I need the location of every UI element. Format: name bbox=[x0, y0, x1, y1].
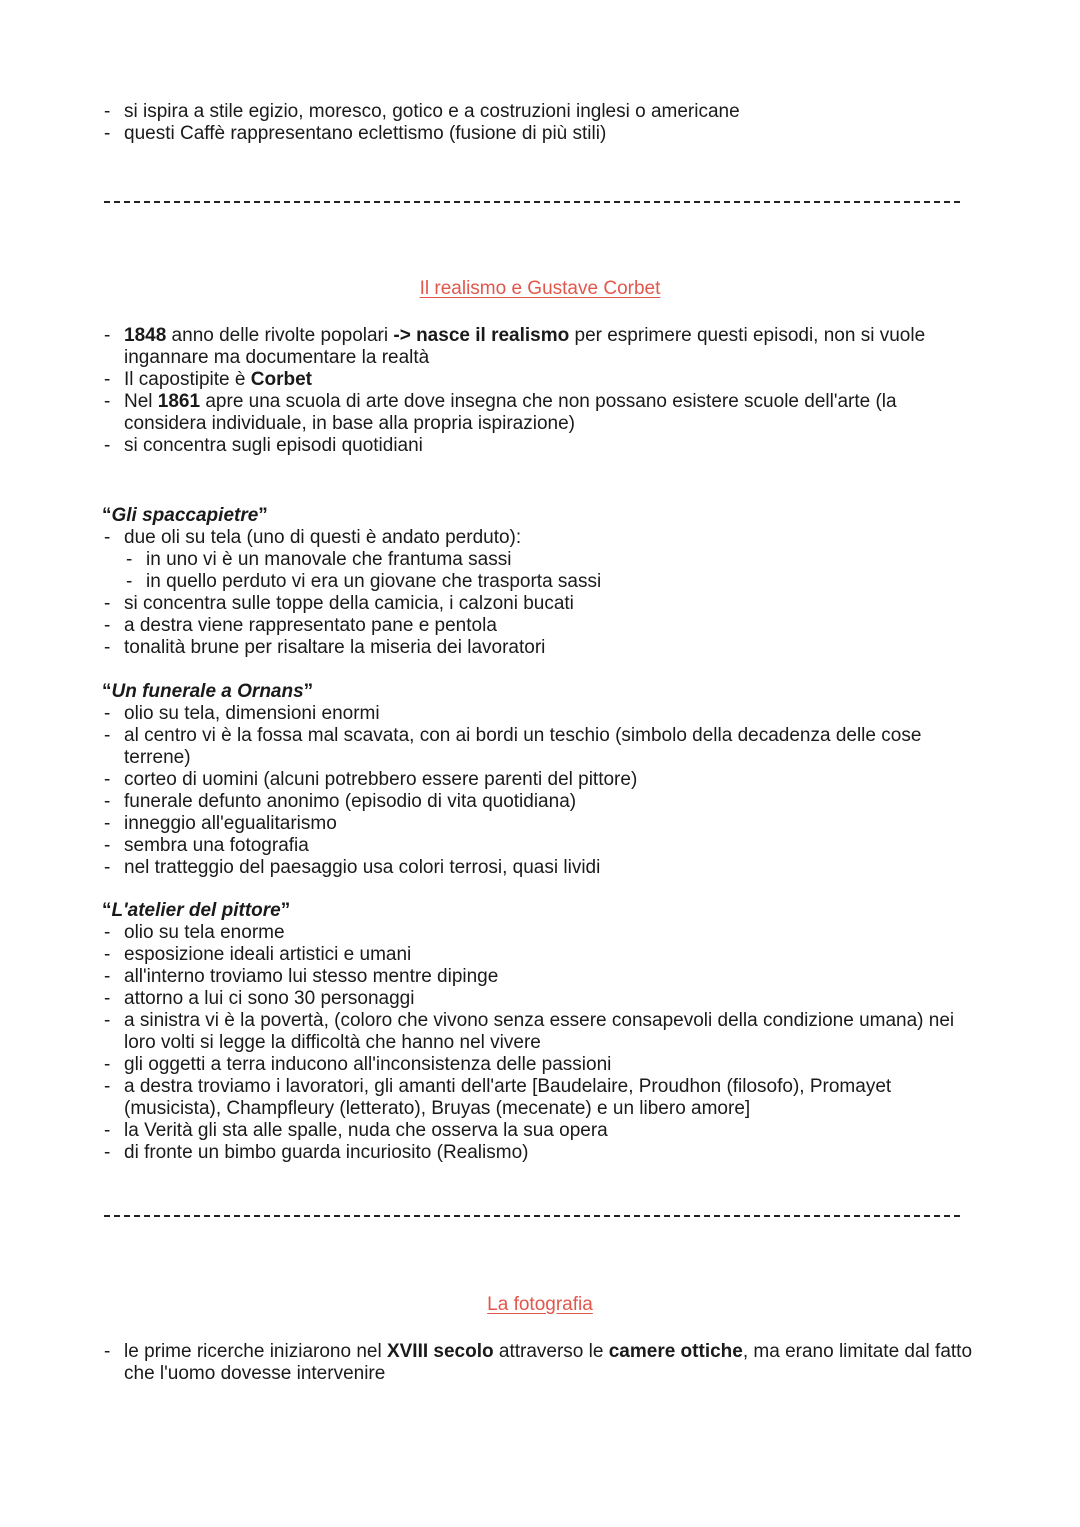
work-title-text: L'atelier del pittore bbox=[111, 900, 281, 921]
list-item: - di fronte un bimbo guarda incuriosito (Realismo) bbox=[102, 1142, 982, 1164]
list-item: - sembra una fotografia bbox=[102, 835, 982, 857]
quote-open: “ bbox=[102, 900, 112, 921]
bold-text: 1848 bbox=[124, 325, 167, 346]
fotografia-list bbox=[102, 1341, 982, 1385]
work-list bbox=[102, 922, 982, 1164]
list-item: - esposizione ideali artistici e umani bbox=[102, 944, 982, 966]
list-item: - si concentra sugli episodi quotidiani bbox=[102, 435, 982, 457]
dashed-divider bbox=[104, 1215, 960, 1217]
fotografia-block bbox=[102, 1341, 982, 1385]
text: due oli su tela (uno di questi è andato perduto): bbox=[124, 527, 522, 548]
work-list bbox=[102, 703, 982, 879]
sub-list-item: - in quello perduto vi era un giovane che trasporta sassi bbox=[124, 571, 982, 593]
list-item: - questi Caffè rappresentano eclettismo (fusione di più stili) bbox=[102, 123, 982, 145]
text: anno delle rivolte popolari bbox=[166, 325, 394, 346]
section-title-realismo: Il realismo e Gustave Corbet bbox=[419, 278, 661, 299]
work-title-text: Gli spaccapietre bbox=[111, 505, 259, 526]
bold-text: -> nasce il realismo bbox=[393, 325, 570, 346]
list-item: - all'interno troviamo lui stesso mentre dipinge bbox=[102, 966, 982, 988]
quote-close: ” bbox=[280, 900, 291, 921]
quote-close: ” bbox=[258, 505, 268, 526]
sub-list-item: - in uno vi è un manovale che frantuma sassi bbox=[124, 549, 982, 571]
list-item bbox=[102, 325, 982, 369]
bold-text: XVIII secolo bbox=[386, 1341, 494, 1362]
work-title-text: Un funerale a Ornans bbox=[111, 681, 304, 702]
bold-text: camere ottiche bbox=[608, 1341, 743, 1362]
text: apre una scuola di arte dove insegna che non possano esistere scuole dell'arte (la considera individuale, in base alla propria ispirazione) bbox=[124, 391, 897, 434]
work-title bbox=[102, 681, 982, 703]
quote-open: “ bbox=[102, 505, 112, 526]
list-item: - inneggio all'egualitarismo bbox=[102, 813, 982, 835]
text: per esprimere questi episodi, non si vuole ingannare ma documentare la realtà bbox=[124, 325, 926, 368]
text: , ma erano limitate dal fatto che l'uomo dovesse intervenire bbox=[124, 1341, 973, 1384]
list-item: - corteo di uomini (alcuni potrebbero essere parenti del pittore) bbox=[102, 769, 982, 791]
list-item: - la Verità gli sta alle spalle, nuda che osserva la sua opera bbox=[102, 1120, 982, 1142]
sub-list bbox=[124, 549, 982, 593]
list-item: - olio su tela enorme bbox=[102, 922, 982, 944]
text: attraverso le bbox=[493, 1341, 609, 1362]
list-item: - tonalità brune per risaltare la miseria dei lavoratori bbox=[102, 637, 982, 659]
list-item: - al centro vi è la fossa mal scavata, con ai bordi un teschio (simbolo della decadenza delle cose terrene) bbox=[102, 725, 982, 769]
bold-text: 1861 bbox=[157, 391, 201, 412]
quote-close: ” bbox=[303, 681, 314, 702]
work-gli-spaccapietre bbox=[102, 505, 982, 659]
text: le prime ricerche iniziarono nel bbox=[124, 1341, 387, 1362]
list-item: - si concentra sulle toppe della camicia, i calzoni bucati bbox=[102, 593, 982, 615]
intro-list bbox=[102, 101, 982, 145]
intro-block bbox=[102, 101, 982, 145]
list-item: - attorno a lui ci sono 30 personaggi bbox=[102, 988, 982, 1010]
work-l-atelier-del-pittore bbox=[102, 900, 982, 1164]
list-item: - a destra viene rappresentato pane e pentola bbox=[102, 615, 982, 637]
list-item bbox=[102, 1341, 982, 1385]
bold-text: Corbet bbox=[250, 369, 312, 390]
text: Il capostipite è bbox=[124, 369, 251, 390]
work-un-funerale-a-ornans bbox=[102, 681, 982, 879]
list-item: - olio su tela, dimensioni enormi bbox=[102, 703, 982, 725]
list-item: - a destra troviamo i lavoratori, gli amanti dell'arte [Baudelaire, Proudhon (filosofo), Promayet (musicista), Champfleury (letterato), Bruyas (mecenate) e un libero amore] bbox=[102, 1076, 982, 1120]
realismo-list bbox=[102, 325, 982, 457]
quote-open: “ bbox=[102, 681, 112, 702]
section-title-fotografia: La fotografia bbox=[487, 1294, 593, 1315]
work-title bbox=[102, 900, 982, 922]
dashed-divider bbox=[104, 201, 960, 203]
work-title bbox=[102, 505, 982, 527]
work-list bbox=[102, 527, 982, 659]
list-item: - funerale defunto anonimo (episodio di vita quotidiana) bbox=[102, 791, 982, 813]
list-item: - a sinistra vi è la povertà, (coloro che vivono senza essere consapevoli della condizione umana) nei loro volti si legge la difficoltà che hanno nel vivere bbox=[102, 1010, 982, 1054]
list-item bbox=[102, 369, 982, 391]
list-item bbox=[102, 527, 982, 593]
realismo-block bbox=[102, 325, 982, 457]
list-item bbox=[102, 391, 982, 435]
list-item: - nel tratteggio del paesaggio usa colori terrosi, quasi lividi bbox=[102, 857, 982, 879]
list-item: - si ispira a stile egizio, moresco, gotico e a costruzioni inglesi o americane bbox=[102, 101, 982, 123]
list-item: - gli oggetti a terra inducono all'inconsistenza delle passioni bbox=[102, 1054, 982, 1076]
text: Nel bbox=[124, 391, 158, 412]
